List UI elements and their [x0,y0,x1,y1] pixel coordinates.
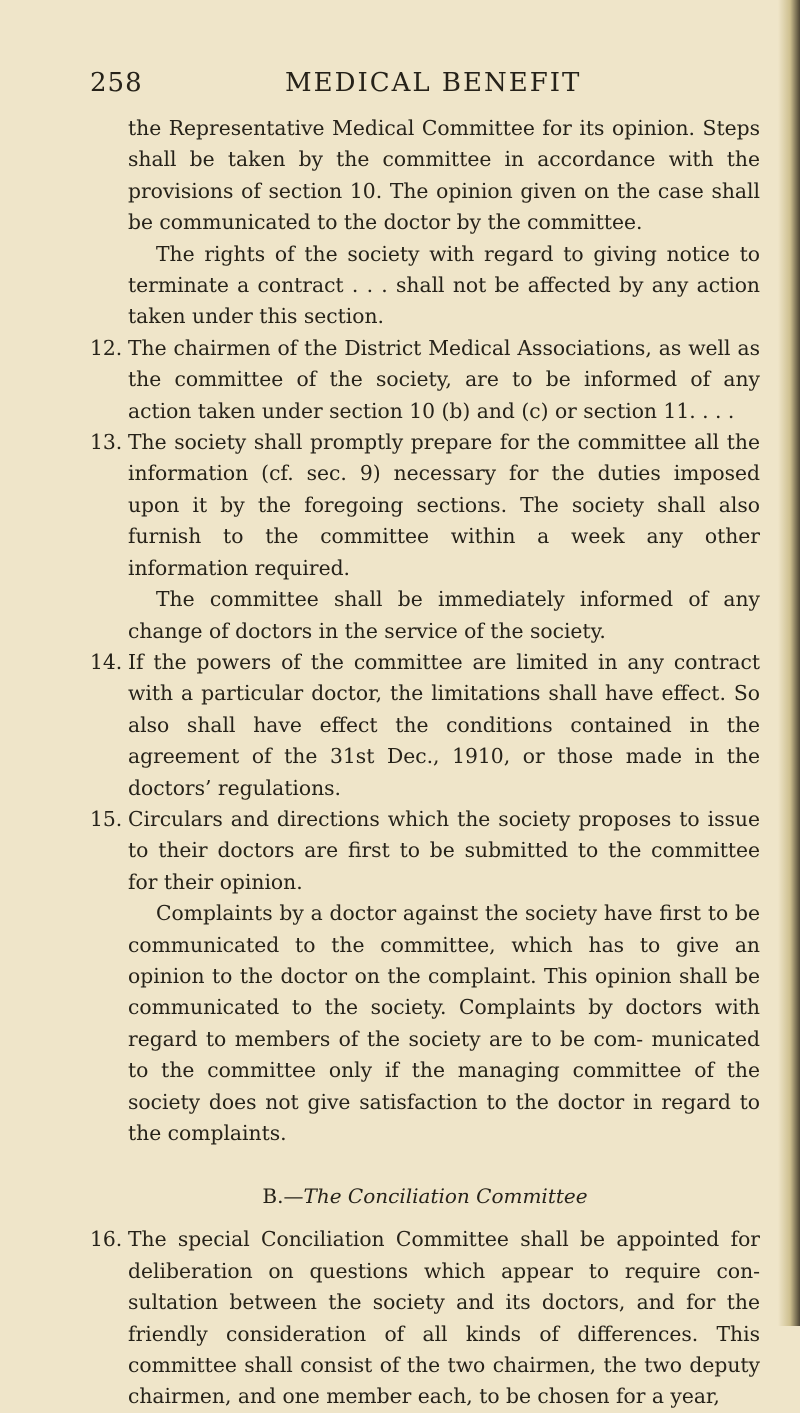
section-16 [90,1224,760,1412]
section-14 [90,647,760,804]
section-number: 13. [90,430,123,455]
section-text: The special Conciliation Committee shall be appointed for deliberation on questions which appear to require con- sultation between the society and its doctors, and for the friendly consideration of all kinds of differences. This committee shall consist of the two chairmen, the two deputy chairmen, and one member each, to be chosen for a year, [128,1227,760,1409]
section-text: Circulars and directions which the society proposes to issue to their doctors are first to be submitted to the committee for their opinion. [128,806,760,894]
section-13-continuation: The committee shall be immediately informed of any change of doctors in the service of the society. [128,587,760,643]
running-head: MEDICAL BENEFIT [285,68,582,98]
section-text: The society shall promptly prepare for the committee all the information (cf. sec. 9) necessary for the duties imposed upon it by the foregoing sections. The society shall also furnish to the committee within a week any other information required. [128,430,760,580]
section-15-continuation: Complaints by a doctor against the society have first to be communicated to the committee, which has to give an opinion to the doctor on the complaint. This opinion shall be communicated to the society. Complaints by doctors with regard to members of the society are to be com- municated to the committee only if the managing committee of the society does not give satisfaction to the doctor in regard to the complaints. [128,901,760,1145]
section-text: If the powers of the committee are limited in any contract with a particular doctor, the limitations shall have effect. So also shall have effect the conditions contained in the agreement of the 31st Dec., 1910, or those made in the doctors’ regulations. [128,649,760,800]
section-number: 15. [90,806,123,831]
paragraph: The rights of the society with regard to giving notice to terminate a contract . . . shall not be affected by any action taken under this section. [128,241,760,329]
section-number: 14. [90,649,123,674]
subheading-title: The Conciliation Committee [303,1184,588,1209]
page-header [90,68,740,108]
section-12 [90,333,760,427]
subheading-prefix: B.— [262,1184,304,1209]
page-body [0,113,800,1413]
section-number: 12. [90,335,123,360]
section-13 [90,427,760,584]
page-number: 258 [90,68,143,98]
continuation-paragraph: the Representative Medical Committee for its opinion. Steps shall be taken by the committee in accordance with the provisions of section 10. The opinion given on the case shall be communicated to the doctor by the committee. [128,116,760,235]
subheading [0,1181,800,1212]
section-number: 16. [90,1227,123,1252]
section-text: The chairmen of the District Medical Associations, as well as the committee of the society, are to be informed of any action taken under section 10 (b) and (c) or section 11. . . . [128,335,760,423]
section-15 [90,804,760,898]
